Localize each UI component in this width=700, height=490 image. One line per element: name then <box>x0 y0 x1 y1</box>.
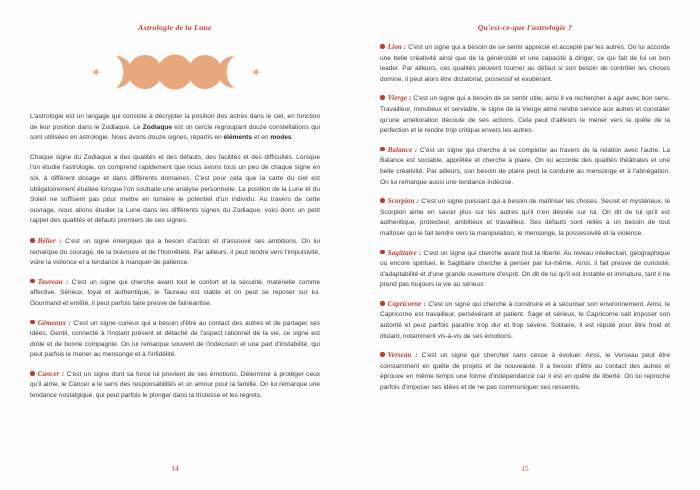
sign-description: C'est un signe qui cherche à construire et à sécuriser son environnement. Ainsi, le Capricorne est travailleur, persévérant et patient. Sage et sérieux, le Capricorne sait imposer son autorité et peut parfois paraître trop dur et trop sévère. Solitaire, il est réputé pour être froid et distant, notamment vis-à-vis de ses émotions. <box>380 300 671 340</box>
bullet-icon <box>380 198 385 203</box>
sign-entry-verseau <box>380 350 670 393</box>
term-elements: éléments <box>223 134 253 142</box>
sign-entry-gemeaux <box>30 318 320 361</box>
bullet-icon <box>380 95 385 100</box>
bullet-icon <box>30 238 35 243</box>
sign-entry-taureau <box>30 277 320 310</box>
sign-description: C'est un signe qui cherche avant tout la liberté. Au niveau intellectuel, géographique ou encore spirituel, le Sagittaire cherche à penser par lui-même. Ainsi, il fait preuve de curiosité, d'adaptabilité et d'une grande ouverture d'esprit. On dit de lui qu'il est instable et immature, tant il ne prend pas toujours la vie au sérieux. <box>380 249 670 289</box>
sign-entry-balance <box>380 145 670 188</box>
sign-entry-lion <box>380 42 670 85</box>
bullet-icon <box>380 352 385 357</box>
sign-entry-belier <box>30 236 320 269</box>
bullet-icon <box>380 44 385 49</box>
sign-entry-vierge <box>380 93 670 136</box>
sign-label: Bélier : <box>37 236 62 245</box>
sign-description: C'est un signe qui chercher sans cesse à évoluer. Ainsi, le Verseau peut être constamment en quête de projets et de nouveauté. Il a besoin d'être au contact des autres et éprouve en même temps une forme d'indépendance car il est en quête de liberté. On lui reproche parfois d'imposer ses idées et de ne pas communiquer ses ressentis. <box>380 352 671 392</box>
sign-label: Cancer : <box>37 369 65 378</box>
sign-description: C'est un signe curieux qui a besoin d'être au contact des autres et de partager ses idées. Gentil, connecté à l'instant présent et détaché de l'aspect rationnel de la vie, ce signe est drôle et de bonne compagnie. On lui remarque souvent de l'indécision et une part d'instabilité, qui peut parfois le mener au mensonge et à l'infidélité. <box>30 319 320 359</box>
sign-description: C'est un signe qui a besoin de se sentir utile, ainsi il va rechercher à agir avec bon sens. Travailleur, minutieux et serviable, le signe de la Vierge aime rendre service aux autres et constater qu'une amélioration découle de ses actions. Cela peut d'ailleurs le mener vers la quête de la perfection et le rendre trop critique envers les autres. <box>380 95 670 135</box>
moon-phases-illustration <box>30 50 320 94</box>
sign-entry-cancer <box>30 369 320 402</box>
sign-label: Lion : <box>387 43 407 51</box>
sign-label: Vierge : <box>387 94 412 103</box>
page-number-right: 15 <box>521 464 529 473</box>
sign-entry-scorpion <box>380 196 670 239</box>
page-number-left: 14 <box>171 464 179 473</box>
intro-paragraph-2: Chaque signe du Zodiaque a des qualités et des défauts, des facilités et des difficultés. Lorsque l'on étudie l'astrologie, on comprend rapidement que nous avons tous un peu de chaque signe en soi, à différent dosage et dans différents domaines. C'est pour cela que la carte du ciel est obligatoirement étudiée lorsque l'on souhaite une analyse personnelle. La position de la Lune et du Soleil ne suffisent pas pour mettre en lumière le potentiel d'un individu. Au travers de cette ouvrage, nous allons étudier la Lune dans les différents signes du Zodiaque, voici donc un petit rappel des qualités et défauts premiers de ces signes. <box>30 153 320 225</box>
term-zodiaque: Zodiaque <box>142 123 173 131</box>
sign-label: Gémeaux : <box>37 318 71 327</box>
sign-description: C'est un signe dont sa force lui provient de ses émotions. Déterminé à protéger ceux qu'il aime, le Cancer a le sens des responsabilités et un amour pour la famille. On lui remarque une tendance nostalgique, qui peut parfois le plonger dans la tristesse et les regrets. <box>30 370 321 400</box>
bullet-icon <box>380 301 385 306</box>
sign-label: Verseau : <box>387 351 418 360</box>
right-page-content <box>380 36 670 456</box>
sign-description: C'est un signe qui cherche avant tout le confort et la sécurité, matérielle comme affective. Sérieux, loyal et authentique, le Taureau est stable et on peut se reposer sur lui. Gourmand et entêté, il peut parfois faire preuve de fainéantise. <box>30 278 320 307</box>
bullet-icon <box>380 147 385 152</box>
sign-label: Sagittaire : <box>387 248 422 257</box>
bullet-icon <box>380 250 385 255</box>
bullet-icon <box>30 371 35 376</box>
sign-description: C'est un signe puissant qui a besoin de maîtriser les choses. Secret et mystérieux, le Scorpion aime en savoir plus sur les autres qu'il n'en dévoile sur lui. On dit de lui qu'il est authentique, protecteur, ambitieux et travailleur. Ses défauts sont reliés à un besoin de tout maîtriser qui le fait tendre vers la manipulation, le mensonge, la possessivité et la violence. <box>380 198 670 237</box>
running-head-right: Qu'est-ce-que l'astrologie ? <box>477 23 573 32</box>
sign-label: Scorpion : <box>387 197 420 206</box>
bullet-icon <box>30 320 35 325</box>
page-right <box>350 0 700 490</box>
sign-label: Balance : <box>387 145 418 154</box>
running-head-left: Astrologie de la Lune <box>138 23 212 32</box>
term-modes: modes <box>270 134 292 142</box>
left-page-content <box>30 112 320 456</box>
sign-label: Taureau : <box>37 277 69 286</box>
sign-entry-capricorne <box>380 299 670 342</box>
sign-entry-sagittaire <box>380 248 670 291</box>
intro-paragraph-1: L'astrologie est un langage qui consiste à décrypter la position des astres dans le ciel, en fonction de leur position dans le Zodiaque. Le Zodiaque est un cercle regroupant douze constellations qui sont utilisées en astrologie. Nous avons douze signes, répartis en éléments et en modes. <box>30 113 320 142</box>
sign-description: C'est un signe qui a besoin de se sentir apprécié et accepté par les autres. On lui accorde une belle créativité ainsi que de la générosité et une capacité à diriger, ce qui fait de lui un bon leader. Par ailleurs, ces qualités peuvent tourner au défaut si son besoin de contrôler les choses domine, il peut alors être dictatorial, possessif et exubérant. <box>380 44 670 83</box>
sign-description: C'est un signe énergique qui a besoin d'action et d'assouvir ses ambitions. On lui remarque du courage, de la bravoure et de l'honnêteté. Par ailleurs, il peut tendre vers l'impulsivité, voire la violence et a tendance à manquer de patience. <box>30 237 320 267</box>
sign-label: Capricorne : <box>387 299 427 308</box>
bullet-icon <box>30 279 35 284</box>
sign-description: C'est un signe qui cherche à se compléter au travers de la relation avec l'autre. La Balance est sociable, apprêtée et cherche à plaire. On lui accorde des qualités théâtrales et une belle créativité. Par ailleurs, son besoin de plaire peut la conduire au mensonge et à l'abnégation. On lui remarque aussi une tendance indécise. <box>380 146 670 186</box>
moon-phases-svg <box>86 50 264 94</box>
